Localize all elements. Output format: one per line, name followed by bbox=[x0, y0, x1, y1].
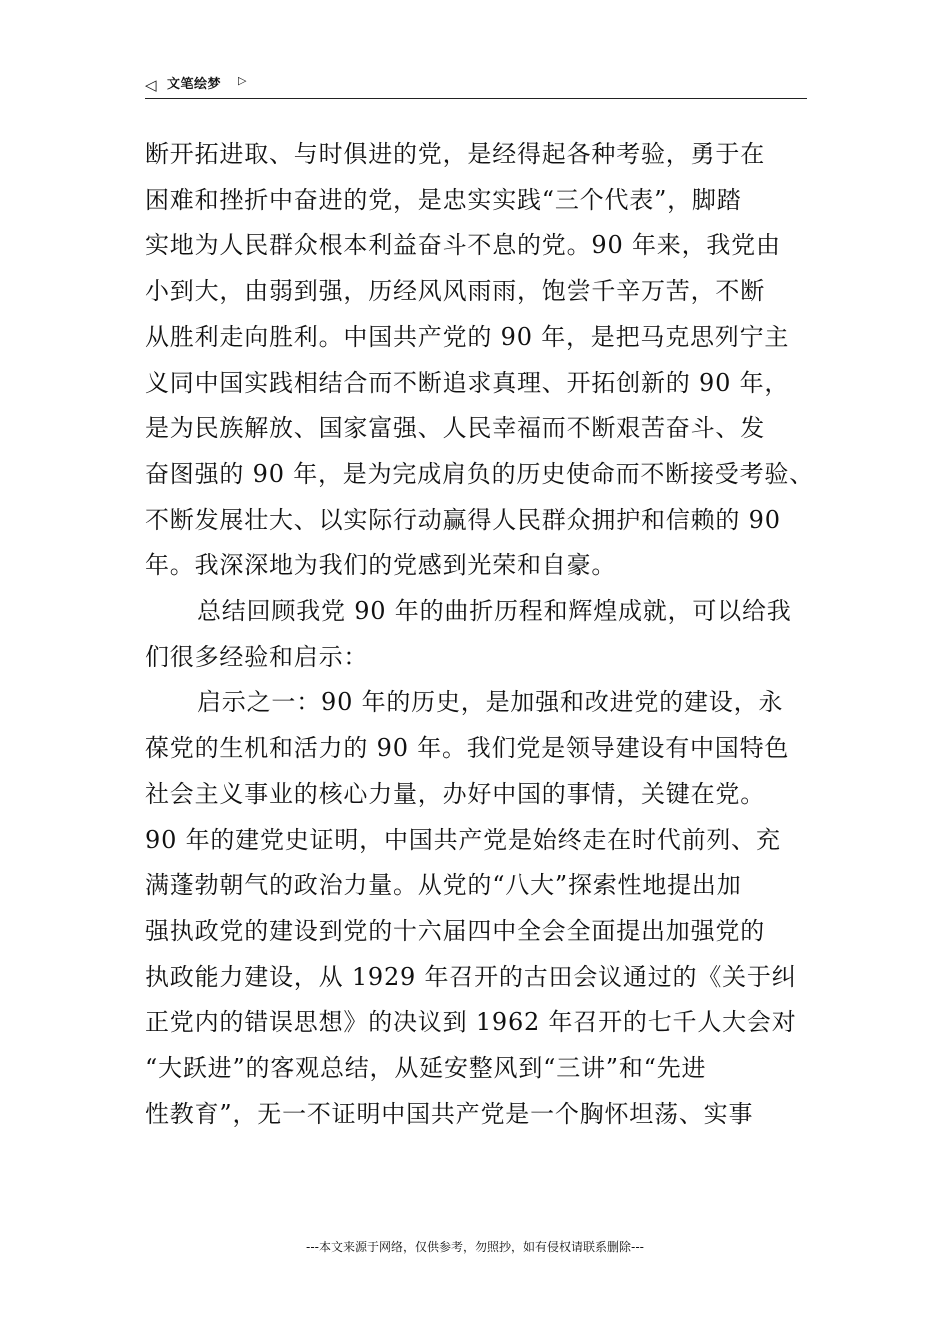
text-line: 义同中国实践相结合而不断追求真理、开拓创新的 90 年， bbox=[145, 368, 790, 397]
text-line: 强执政党的建设到党的十六届四中全会全面提出加强党的 bbox=[145, 916, 765, 945]
text-line: “大跃进”的客观总结，从延安整风到“三讲”和“先进 bbox=[145, 1054, 707, 1083]
text-line: 执政能力建设，从 1929 年召开的古田会议通过的《关于纠 bbox=[145, 962, 797, 991]
paragraph-continuation bbox=[145, 132, 814, 589]
text-line: 困难和挫折中奋进的党，是忠实实践“三个代表”，脚踏 bbox=[145, 185, 742, 214]
page-footer: ---本文来源于网络，仅供参考，勿照抄，如有侵权请联系删除--- bbox=[306, 1240, 644, 1254]
right-triangle-icon: ▷ bbox=[238, 74, 247, 87]
text-line: 90 年的建党史证明，中国共产党是始终走在时代前列、充 bbox=[145, 825, 781, 854]
text-line: 性教育”，无一不证明中国共产党是一个胸怀坦荡、实事 bbox=[145, 1099, 754, 1128]
text-line: 是为民族解放、国家富强、人民幸福而不断艰苦奋斗、发 bbox=[145, 414, 765, 443]
text-line: 正党内的错误思想》的决议到 1962 年召开的七千人大会对 bbox=[145, 1008, 797, 1037]
text-line: 不断发展壮大、以实际行动赢得人民群众拥护和信赖的 90 bbox=[145, 505, 781, 534]
paragraph-summary bbox=[145, 589, 810, 680]
text-line: 从胜利走向胜利。中国共产党的 90 年，是把马克思列宁主 bbox=[145, 322, 790, 351]
text-line: 奋图强的 90 年，是为完成肩负的历史使命而不断接受考验、 bbox=[145, 459, 814, 488]
document-body bbox=[145, 132, 814, 1137]
text-line: 社会主义事业的核心力量，办好中国的事情，关键在党。 bbox=[145, 779, 765, 808]
text-line: 们很多经验和启示： bbox=[145, 642, 369, 671]
paragraph-insight-one bbox=[145, 680, 810, 1137]
text-line: 年。我深深地为我们的党感到光荣和自豪。 bbox=[145, 551, 617, 580]
text-line: 满蓬勃朝气的政治力量。从党的“八大”探索性地提出加 bbox=[145, 871, 742, 900]
text-line: 实地为人民群众根本利益奋斗不息的党。90 年来，我党由 bbox=[145, 231, 781, 260]
page-header bbox=[145, 72, 807, 99]
text-line: 总结回顾我党 90 年的曲折历程和辉煌成就，可以给我 bbox=[197, 597, 792, 626]
header-title: 文笔绘梦 bbox=[167, 77, 222, 92]
text-line: 葆党的生机和活力的 90 年。我们党是领导建设有中国特色 bbox=[145, 734, 790, 763]
text-line: 启示之一：90 年的历史，是加强和改进党的建设，永 bbox=[197, 688, 784, 717]
left-triangle-icon: ◁ bbox=[145, 76, 157, 94]
text-line: 小到大，由弱到强，历经风风雨雨，饱尝千辛万苦，不断 bbox=[145, 277, 765, 306]
text-line: 断开拓进取、与时俱进的党，是经得起各种考验，勇于在 bbox=[145, 140, 765, 168]
